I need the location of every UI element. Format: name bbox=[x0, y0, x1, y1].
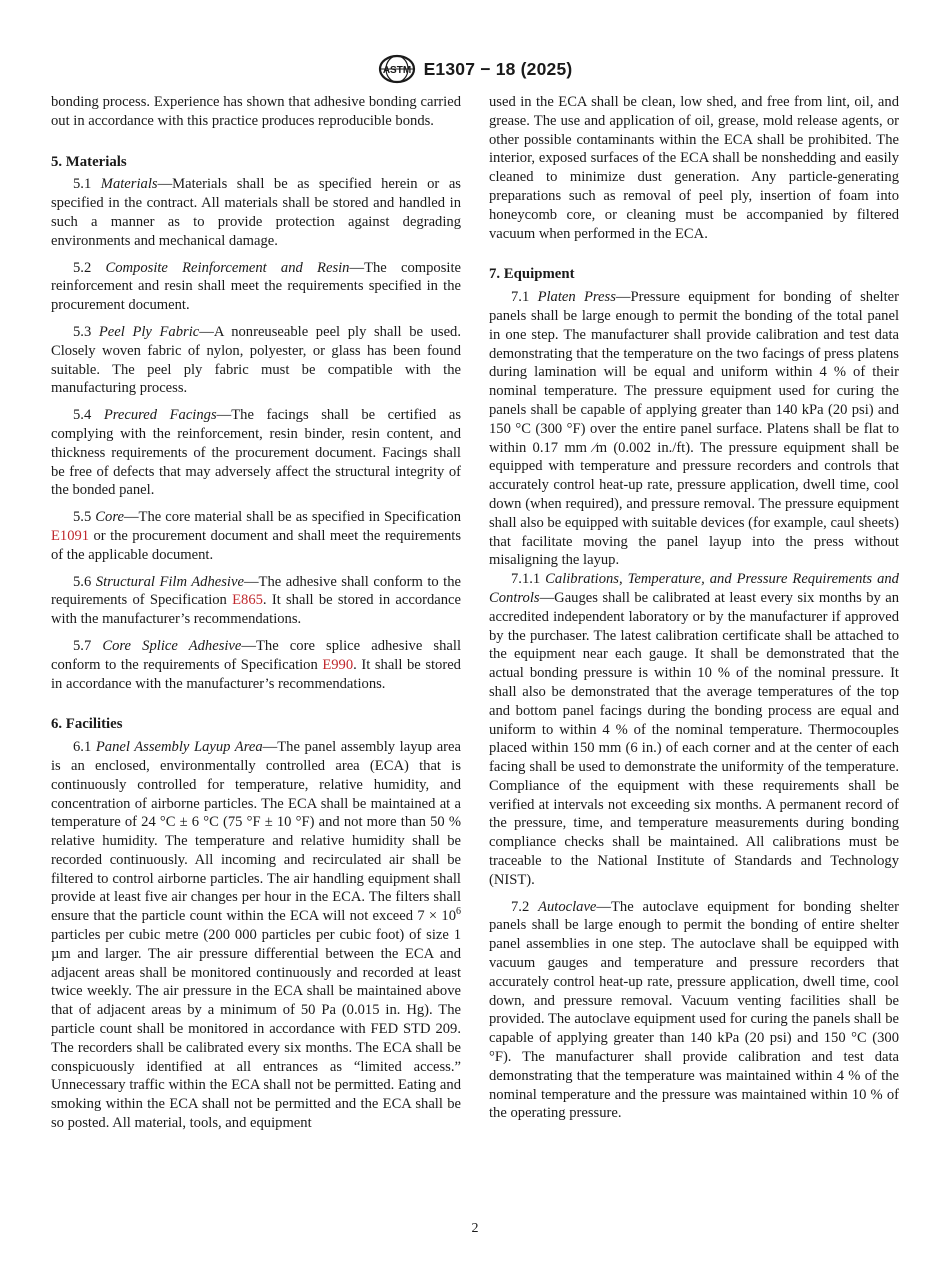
paragraph-5-3: 5.3 Peel Ply Fabric—A nonreuseable peel ply shall be used. Closely woven fabric of nylon, polyester, or glass has been found suitable. The peel ply fabric must be compatible with the manufacturing process. bbox=[51, 323, 461, 397]
section-title-facilities: 6. Facilities bbox=[51, 716, 123, 733]
paragraph-continued: bonding process. Experience has shown that adhesive bonding carried out in accordance with this practice produces reproducible bonds. bbox=[51, 94, 461, 129]
left-column bbox=[51, 93, 461, 1133]
reference-link-e1091[interactable]: E1091 bbox=[51, 527, 90, 544]
astm-logo-icon bbox=[378, 54, 416, 84]
paragraph-5-5: 5.5 Core—The core material shall be as specified in Specification E1091 or the procurement document and shall meet the requirements of the applicable document. bbox=[51, 509, 461, 563]
section-title-materials: 5. Materials bbox=[51, 153, 127, 170]
reference-link-e865[interactable]: E865 bbox=[232, 592, 263, 609]
section-title-equipment: 7. Equipment bbox=[489, 266, 575, 283]
paragraph-6-1: 6.1 Panel Assembly Layup Area—The panel assembly layup area is an enclosed, environmentally controlled area (ECA) that is continuously controlled for temperature, relative humidity, and concentration of airborne particles. The ECA shall be maintained at a temperature of 24 °C ± 6 °C (75 °F ± 10 °F) and not more than 50 % relative humidity. The temperature and relative humidity shall be recorded continuously. All incoming and recirculated air shall be filtered to control airborne particles. The air handling equipment shall provide at least five air changes per hour in the ECA. The filters shall ensure that the particle count within the ECA will not exceed $7 \times 10^6$ particles per cubic metre (200 000 particles per cubic foot) of size 1 µm and larger. The air pressure differential between the ECA and adjacent areas shall be monitored continuously and recorded at least twice weekly. The air pressure in the ECA shall be maintained above that of adjacent areas by a minimum of 50 Pa (0.015 in. Hg). The particle count shall be monitored in accordance with FED STD 209. The recorders shall be calibrated every six months. The ECA shall be conspicuously identified at all entrances as “limited access.” Unnecessary traffic within the ECA shall not be permitted. Eating and smoking within the ECA shall not be permitted and the ECA shall be so posted. All material, tools, and equipment bbox=[51, 739, 461, 1132]
reference-link-e990[interactable]: E990 bbox=[322, 656, 354, 673]
page-number: 2 bbox=[471, 1221, 479, 1236]
paragraph-5-1: 5.1 Materials—Materials shall be as specified herein or as specified in the contract. All materials shall be stored and handled in such a manner as to provide protection against degrading environments and mechanical damage. bbox=[51, 176, 461, 249]
paragraph-5-2: 5.2 Composite Reinforcement and Resin—The composite reinforcement and resin shall meet the requirements specified in the procurement document. bbox=[51, 259, 461, 314]
paragraph-7-1: 7.1 Platen Press—Pressure equipment for bonding of shelter panels shall be large enough to permit the bonding of the total panel in one step. The manufacturer shall provide calibration and test data demonstrating that the temperature on the two facings of press platens during lamination will be equal and uniform within 4 % of their nominal temperature. The pressure equipment used for curing the panels shall be capable of applying greater than 140 kPa (20 psi) and 150 °C (300 °F) over the entire panel surface. Platens shall be flat to within 0.17 mm ⁄m (0.002 in./ft). The pressure equipment shall be equipped with temperature and pressure recorders and controls that accurately control heat-up rate, pressure application, dwell time, cool down (when required), and pressure removal. The pressure equipment shall also be equipped with suitable devices (for example, caul sheets) that facilitate moving the panel layup into the press without misaligning the layup. bbox=[489, 289, 899, 569]
paragraph-7-2: 7.2 Autoclave—The autoclave equipment for bonding shelter panels shall be large enough to permit the bonding of entire shelter panel assemblies in one step. The autoclave shall be equipped with vacuum gauges and temperature and pressure recorders that accurately control heat-up rate, pressure application, dwell time, cool down, and pressure removal. Vacuum venting facilities shall be provided. The autoclave equipment used for curing the panels shall be capable of applying greater than 140 kPa (20 psi) and 150 °C (300 °F). The manufacturer shall provide calibration and test data demonstrating that the temperature was maintained within 4 % of the nominal temperature and the pressure was maintained within 10 % of the operating pressure. bbox=[489, 898, 899, 1122]
page-header bbox=[0, 52, 950, 86]
paragraph-5-6: 5.6 Structural Film Adhesive—The adhesive shall conform to the requirements of Specification E865. It shall be stored in accordance with the manufacturer’s recommendations. bbox=[51, 573, 462, 628]
logo-text: ASTM bbox=[382, 65, 411, 76]
paragraph-5-7: 5.7 Core Splice Adhesive—The core splice adhesive shall conform to the requirements of Specification E990. It shall be stored in accordance with the manufacturer’s recommendations. bbox=[51, 637, 461, 692]
paragraph-continued-6-1: used in the ECA shall be clean, low shed, and free from lint, oil, and grease. The use and application of oil, grease, mold release agents, or other possible contaminants within the ECA shall be prohibited. The interior, exposed surfaces of the ECA shall be nonshedding and easily cleaned to minimize dust generation. Any particle-generating preparations such as removal of peel ply, insertion of foam into honeycomb core, or cleaning must be accompanied by filtered vacuum when performed in the ECA. bbox=[489, 94, 899, 242]
paragraph-5-4: 5.4 Precured Facings—The facings shall be certified as complying with the reinforcement, resin binder, resin content, and thickness requirements of the procurement document. Facings shall be free of defects that may adversely affect the structural integrity of the bonded panel. bbox=[51, 407, 462, 499]
document-id: E1307 − 18 (2025) bbox=[423, 58, 573, 79]
right-column bbox=[489, 93, 899, 1123]
paragraph-7-1-1: 7.1.1 Calibrations, Temperature, and Pressure Requirements and Controls—Gauges shall be calibrated at least every six months by an accredited independent laboratory or by the manufacturer if approved by the purchaser. The latest calibration certificate shall be attached to the equipment near each gauge. It shall be demonstrated that the actual bonding pressure is within 10 % of the nominal pressure. It shall also be demonstrated that the average temperatures of the top and bottom panel facings during the bonding process are equal and uniform to within 4 % of the nominal temperature. Thermocouples placed within 150 mm (6 in.) of each corner and at the center of each facing shall be used to demonstrate the uniformity of the temperature. Compliance of the equipment with these requirements shall be verified at intervals not exceeding six months. A permanent record of the pressure, time, and temperature measurements during bonding compliance checks shall be maintained. All calibrations must be traceable to the National Institute of Standards and Technology (NIST). bbox=[489, 571, 899, 888]
